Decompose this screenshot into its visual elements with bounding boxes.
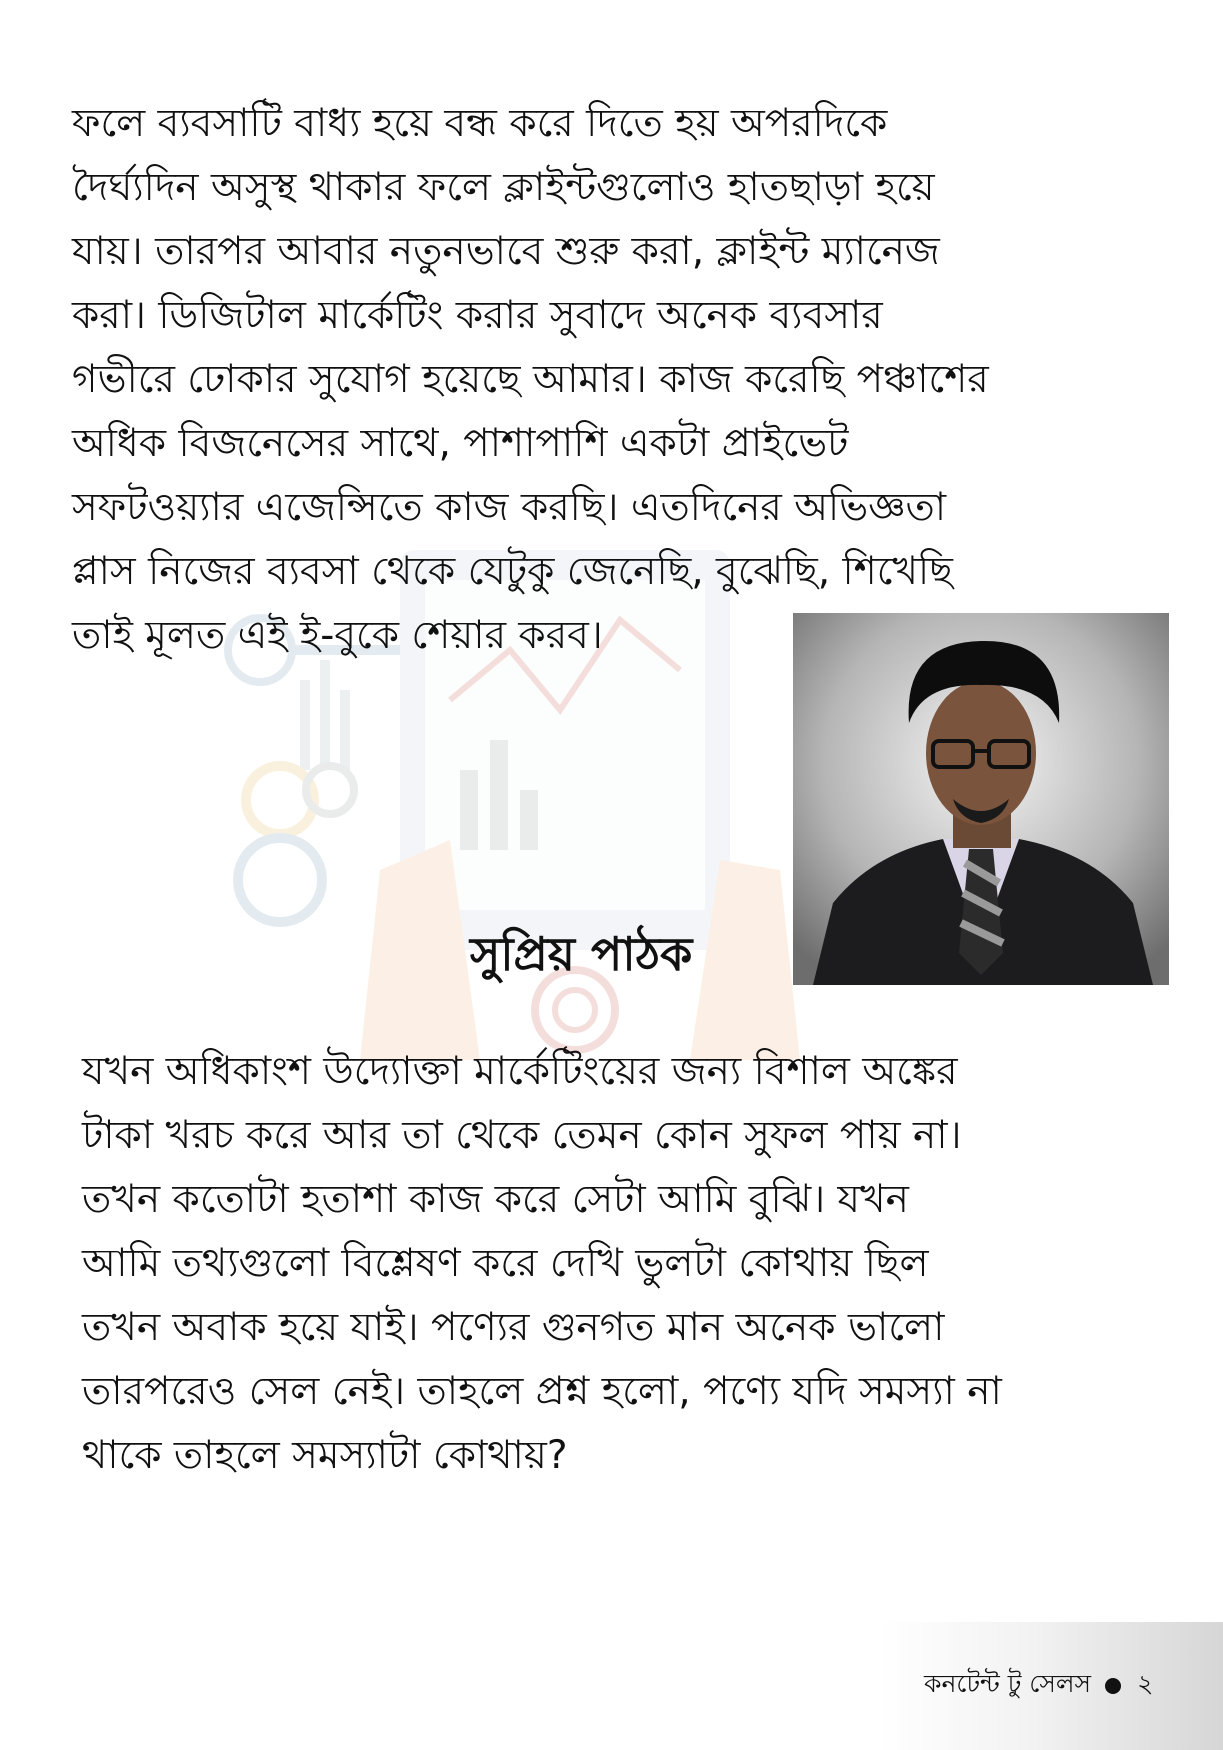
text-line: তখন কতোটা হতাশা কাজ করে সেটা আমি বুঝি। যখন — [82, 1177, 909, 1222]
text-line: করা। ডিজিটাল মার্কেটিং করার সুবাদে অনেক ব্যবসার — [72, 293, 883, 338]
text-line: যায়। তারপর আবার নতুনভাবে শুরু করা, ক্লাইন্ট ম্যানেজ — [72, 229, 940, 274]
bullet-dot-icon — [1105, 1678, 1121, 1694]
text-line: সফটওয়্যার এজেন্সিতে কাজ করছি। এতদিনের অভিজ্ঞতা — [72, 485, 947, 530]
author-photo — [793, 613, 1169, 985]
text-line: যখন অধিকাংশ উদ্যোক্তা মার্কেটিংয়ের জন্য বিশাল অঙ্কের — [82, 1049, 958, 1094]
text-line: দৈর্ঘ্যদিন অসুস্থ থাকার ফলে ক্লাইন্টগুলোও হাতছাড়া হয়ে — [72, 165, 935, 210]
text-line: তখন অবাক হয়ে যাই। পণ্যের গুনগত মান অনেক ভালো — [82, 1305, 945, 1350]
text-line: গভীরে ঢোকার সুযোগ হয়েছে আমার। কাজ করেছি পঞ্চাশের — [72, 357, 989, 402]
text-line: তারপরেও সেল নেই। তাহলে প্রশ্ন হলো, পণ্যে যদি সমস্যা না — [82, 1369, 1002, 1414]
book-title: কনটেন্ট টু সেলস — [924, 1669, 1092, 1698]
text-line: আমি তথ্যগুলো বিশ্লেষণ করে দেখি ভুলটা কোথায় ছিল — [82, 1241, 929, 1286]
footer-text — [924, 1664, 1153, 1707]
text-line: ফলে ব্যবসাটি বাধ্য হয়ে বন্ধ করে দিতে হয় অপরদিকে — [72, 101, 888, 146]
text-line: প্লাস নিজের ব্যবসা থেকে যেটুকু জেনেছি, বুঝেছি, শিখেছি — [72, 549, 953, 594]
page-number: ২ — [1137, 1669, 1154, 1698]
text-line: টাকা খরচ করে আর তা থেকে তেমন কোন সুফল পায় না। — [82, 1113, 962, 1158]
body-paragraph — [82, 1040, 1192, 1488]
text-line: থাকে তাহলে সমস্যাটা কোথায়? — [82, 1433, 568, 1478]
intro-paragraph — [72, 92, 1192, 668]
page-footer — [878, 1622, 1223, 1750]
text-line: তাই মূলত এই ই-বুকে শেয়ার করব। — [72, 613, 603, 658]
greeting-heading: সুপ্রিয় পাঠক — [470, 927, 693, 981]
text-line: অধিক বিজনেসের সাথে, পাশাপাশি একটা প্রাইভেট — [72, 421, 849, 466]
